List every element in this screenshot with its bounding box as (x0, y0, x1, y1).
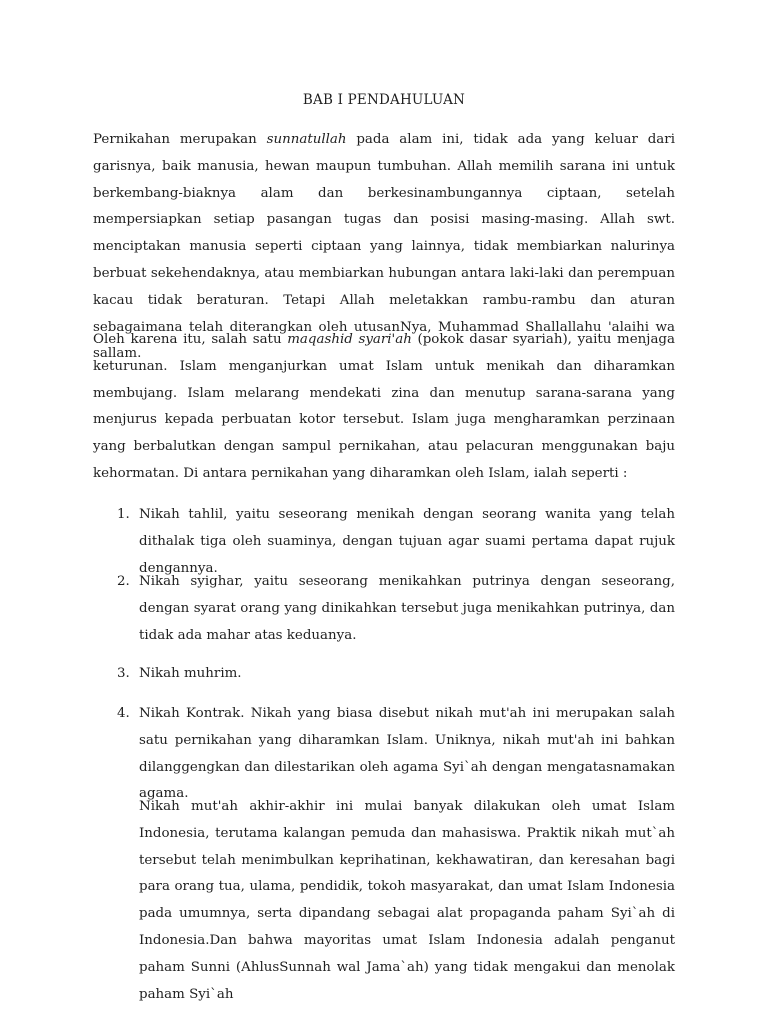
list-item-text: Nikah syighar, yaitu seseorang menikahkan putrinya dengan seseorang, dengan syarat orang yang dinikahkan tersebut juga menikahkan putrinya, dan tidak ada mahar atas keduanya. (139, 574, 675, 643)
paragraph-2-italic-term: maqashid syari'ah (287, 332, 412, 347)
list-item-text: Nikah tahlil, yaitu seseorang menikah dengan seorang wanita yang telah dithalak tiga oleh suaminya, dengan tujuan agar suami pertama dapat rujuk dengannya. (139, 507, 675, 576)
paragraph-1-text-start: Pernikahan merupakan (93, 132, 267, 147)
list-item-text: Nikah Kontrak. Nikah yang biasa disebut nikah mut'ah ini merupakan salah satu pernikahan yang diharamkan Islam. Uniknya, nikah mut'ah ini bahkan dilanggengkan dan dilestarikan oleh agama Syi`ah dengan mengatasnamakan agama. (139, 706, 675, 802)
list-item-number: 3. (117, 666, 130, 681)
list-item-text: Nikah muhrim. (139, 666, 242, 681)
list-item-number: 4. (117, 706, 130, 721)
list-item-number: 1. (117, 507, 130, 522)
paragraph-1-text-end: pada alam ini, tidak ada yang keluar dari garisnya, baik manusia, hewan maupun tumbuhan. Allah memilih sarana ini untuk berkembang-biaknya alam dan berkesinambungannya ciptaan, setelah mempersiapkan setiap pasangan tugas dan posisi masing-masing. Allah swt. menciptakan manusia seperti ciptaan yang lainnya, tidak membiarkan nalurinya berbuat sekehendaknya, atau membiarkan hubungan antara laki-laki dan perempuan kacau tidak beraturan. Tetapi Allah meletakkan rambu-rambu dan aturan sebagaimana telah diterangkan oleh utusanNya, Muhammad Shallallahu 'alaihi wa sallam. (93, 132, 675, 362)
sub-paragraph-mutah: Nikah mut'ah akhir-akhir ini mulai banyak dilakukan oleh umat Islam Indonesia, terutama kalangan pemuda dan mahasiswa. Praktik nikah mut`ah tersebut telah menimbulkan keprihatinan, kekhawatiran, dan keresahan bagi para orang tua, ulama, pendidik, tokoh masyarakat, dan umat Islam Indonesia pada umumnya, serta dipandang sebagai alat propaganda paham Syi`ah di Indonesia.Dan bahwa mayoritas umat Islam Indonesia adalah penganut paham Sunni (AhlusSunnah wal Jama`ah) yang tidak mengakui dan menolak paham Syi`ah (139, 799, 675, 1002)
list-item-number: 2. (117, 574, 130, 589)
chapter-title: BAB I PENDAHULUAN (302, 92, 466, 108)
paragraph-2 (93, 327, 675, 488)
paragraph-2-text-start: Oleh karena itu, salah satu (93, 332, 288, 347)
paragraph-2-text-end: (pokok dasar syariah), yaitu menjaga keturunan. Islam menganjurkan umat Islam untuk menikah dan diharamkan membujang. Islam melarang mendekati zina dan menutup sarana-sarana yang menjurus kepada perbuatan kotor tersebut. Islam juga mengharamkan perzinaan yang berbalutkan dengan sampul pernikahan, atau pelacuran menggunakan baju kehormatan. Di antara pernikahan yang diharamkan oleh Islam, ialah seperti : (93, 332, 675, 481)
paragraph-1-italic-term: sunnatullah (266, 132, 347, 147)
